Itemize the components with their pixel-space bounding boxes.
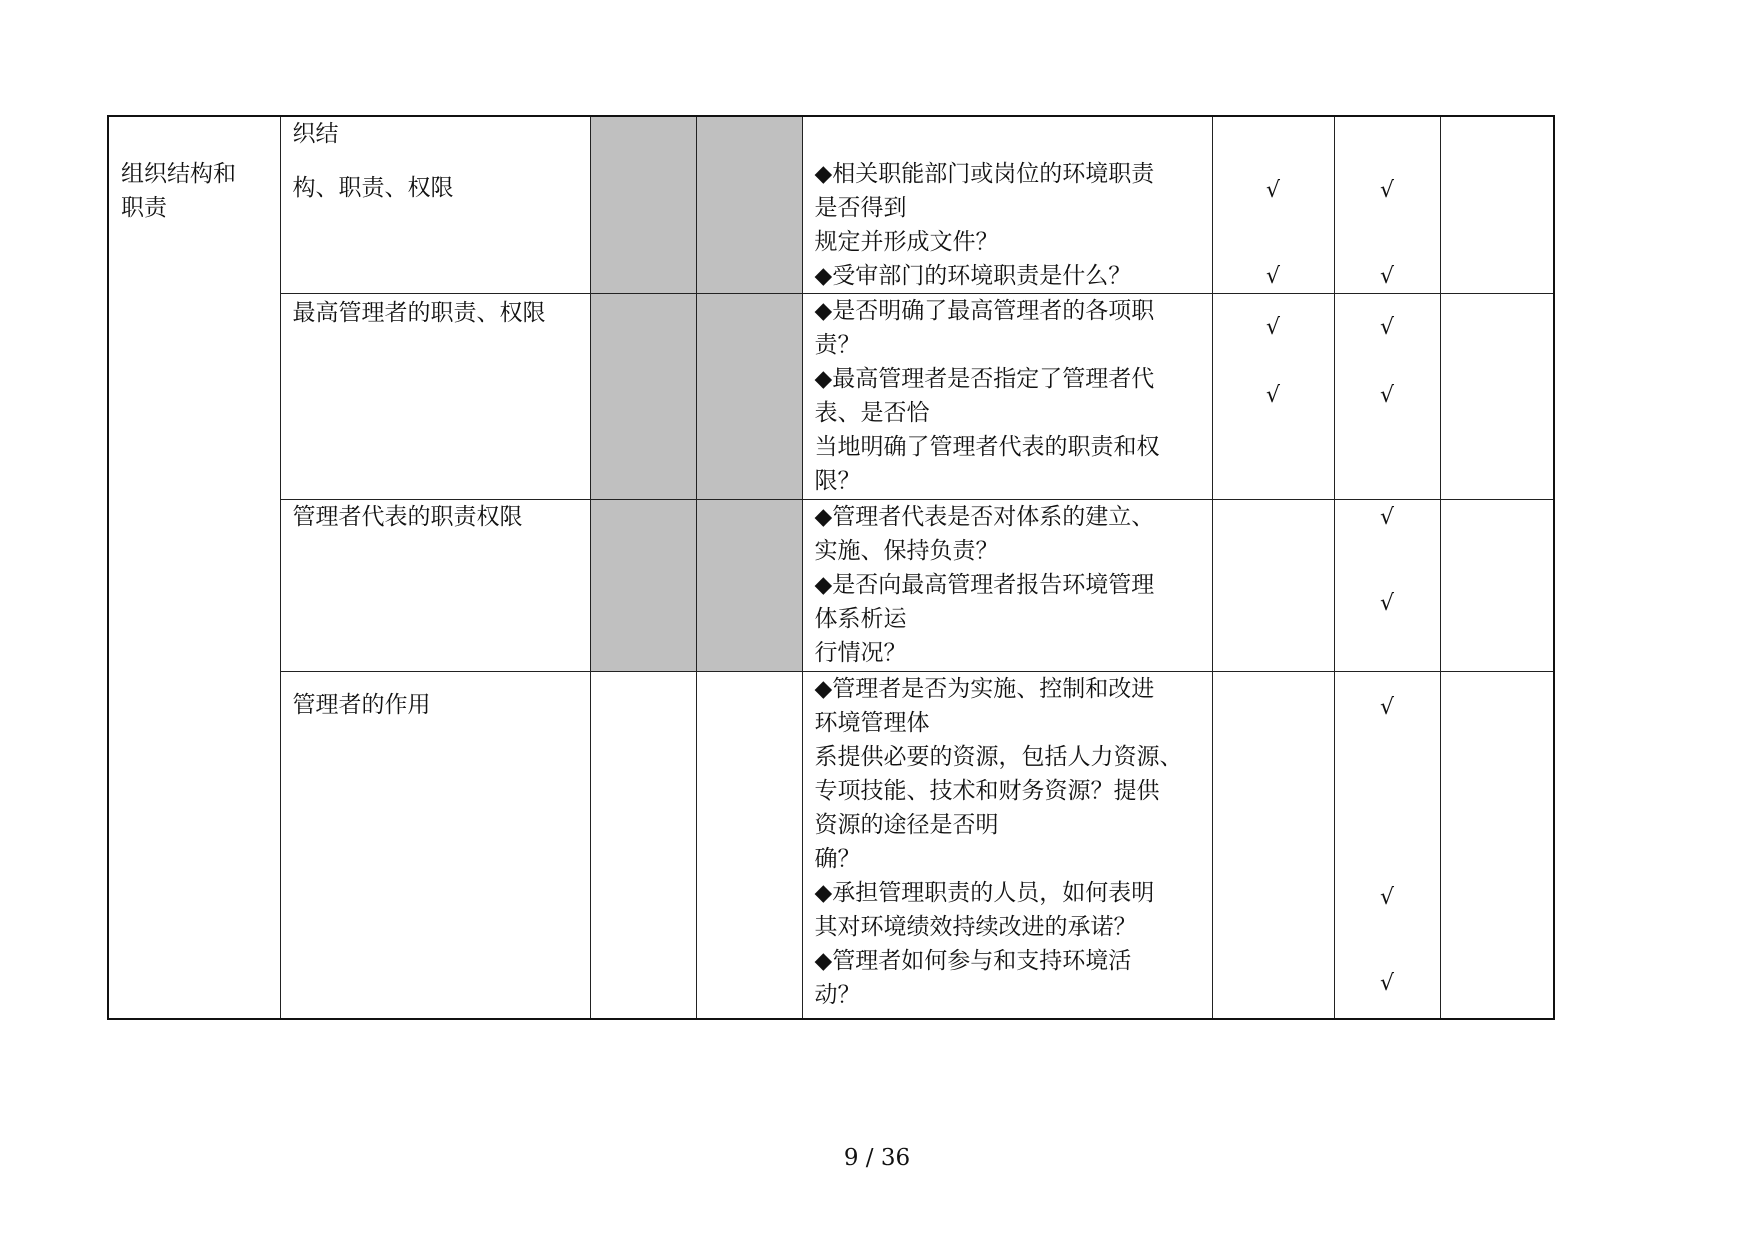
element-cell xyxy=(280,500,590,672)
shaded-cell xyxy=(696,294,802,500)
shaded-cell xyxy=(696,116,802,294)
check-mark: √ xyxy=(1379,971,1395,996)
check-mark: √ xyxy=(1379,885,1395,910)
check-mark: √ xyxy=(1379,315,1395,340)
question-line: ◆是否向最高管理者报告环境管理 xyxy=(814,572,1155,598)
audit-checklist-table xyxy=(107,115,1555,1020)
check-mark: √ xyxy=(1265,315,1281,340)
question-line: ◆管理者代表是否对体系的建立、 xyxy=(814,504,1155,530)
question-line: ◆最高管理者是否指定了管理者代 xyxy=(814,366,1155,392)
question-line: 资源的途径是否明 xyxy=(814,812,999,838)
table-row xyxy=(108,116,1554,294)
question-cell xyxy=(802,500,1212,672)
mark-cell xyxy=(1334,500,1440,672)
shaded-cell xyxy=(590,116,696,294)
element-line: 织结 xyxy=(292,121,339,147)
element-line: 构、职责、权限 xyxy=(292,175,454,201)
mark-cell xyxy=(1334,294,1440,500)
empty-cell xyxy=(1440,294,1554,500)
question-line: 当地明确了管理者代表的职责和权 xyxy=(814,434,1160,460)
empty-cell xyxy=(1440,500,1554,672)
element-cell xyxy=(280,116,590,294)
question-cell xyxy=(802,116,1212,294)
mark-cell xyxy=(1334,672,1440,1019)
question-line: 实施、保持负责？ xyxy=(814,538,999,564)
shaded-cell xyxy=(590,294,696,500)
question-line: 专项技能、技术和财务资源？提供 xyxy=(814,778,1160,804)
check-mark: √ xyxy=(1379,383,1395,408)
question-cell xyxy=(802,672,1212,1019)
check-mark: √ xyxy=(1379,695,1395,720)
shaded-cell xyxy=(696,500,802,672)
check-mark: √ xyxy=(1265,264,1281,289)
element-cell xyxy=(280,294,590,500)
question-line: 确？ xyxy=(814,846,861,872)
question-line: 规定并形成文件？ xyxy=(814,229,999,255)
check-mark: √ xyxy=(1265,383,1281,408)
shaded-cell xyxy=(590,500,696,672)
table-row xyxy=(108,294,1554,500)
check-mark: √ xyxy=(1379,591,1395,616)
question-line: 系提供必要的资源，包括人力资源、 xyxy=(814,744,1183,770)
element-line: 管理者的作用 xyxy=(292,692,431,718)
question-line: ◆受审部门的环境职责是什么？ xyxy=(814,263,1132,289)
question-line: 表、是否恰 xyxy=(814,400,930,426)
table-row xyxy=(108,500,1554,672)
mark-cell xyxy=(1334,116,1440,294)
element-line: 最高管理者的职责、权限 xyxy=(292,300,546,326)
empty-cell xyxy=(696,672,802,1019)
question-line: 动？ xyxy=(814,982,861,1008)
element-cell xyxy=(280,672,590,1019)
question-line: ◆是否明确了最高管理者的各项职 xyxy=(814,298,1155,324)
empty-cell xyxy=(1440,672,1554,1019)
mark-cell xyxy=(1212,672,1334,1019)
question-line: ◆管理者是否为实施、控制和改进 xyxy=(814,676,1155,702)
question-line: 体系析运 xyxy=(814,606,907,632)
question-line: 责？ xyxy=(814,332,861,358)
question-line: 环境管理体 xyxy=(814,710,930,736)
question-cell xyxy=(802,294,1212,500)
question-line: 是否得到 xyxy=(814,195,907,221)
question-line: 行情况？ xyxy=(814,640,907,666)
check-mark: √ xyxy=(1265,178,1281,203)
mark-cell xyxy=(1212,294,1334,500)
check-mark: √ xyxy=(1379,264,1395,289)
question-line: ◆承担管理职责的人员，如何表明 xyxy=(814,880,1155,906)
question-line: ◆管理者如何参与和支持环境活 xyxy=(814,948,1132,974)
empty-cell xyxy=(1440,116,1554,294)
check-mark: √ xyxy=(1379,505,1395,530)
mark-cell xyxy=(1212,500,1334,672)
element-line: 管理者代表的职责权限 xyxy=(292,504,523,530)
question-line: ◆相关职能部门或岗位的环境职责 xyxy=(814,161,1155,187)
clause-cell xyxy=(108,116,280,1019)
page-number: 9 / 36 xyxy=(843,1145,911,1171)
clause-line: 职责 xyxy=(121,195,167,221)
question-line: 限？ xyxy=(814,468,861,494)
empty-cell xyxy=(590,672,696,1019)
question-line: 其对环境绩效持续改进的承诺？ xyxy=(814,914,1137,940)
mark-cell xyxy=(1212,116,1334,294)
check-mark: √ xyxy=(1379,178,1395,203)
table-row xyxy=(108,672,1554,1019)
clause-line: 组织结构和 xyxy=(121,161,236,187)
